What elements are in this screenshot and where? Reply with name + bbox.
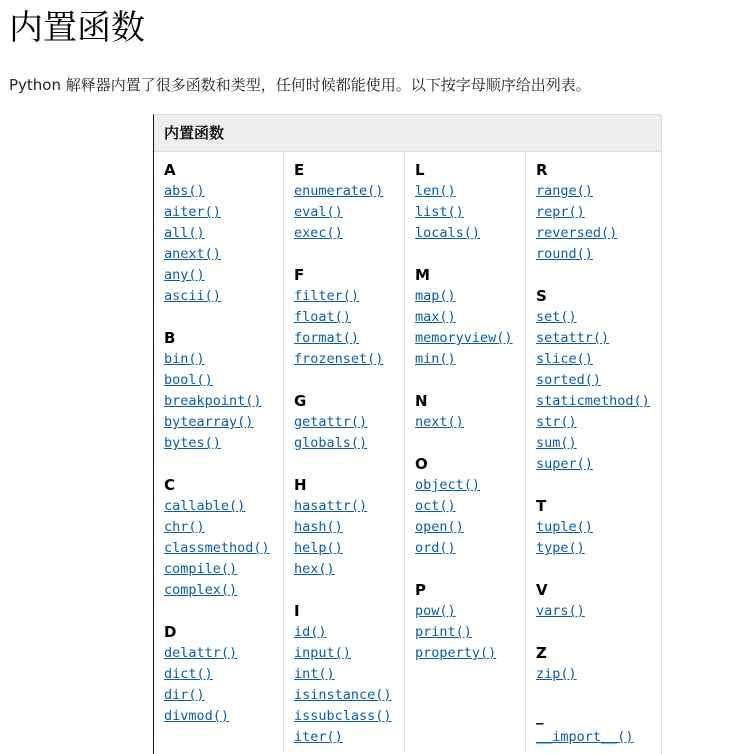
function-link[interactable]: set() bbox=[536, 309, 577, 325]
group-letter: M bbox=[415, 266, 430, 284]
column-3 bbox=[404, 152, 525, 752]
function-link[interactable]: delattr() bbox=[164, 645, 238, 661]
function-link[interactable]: float() bbox=[294, 309, 351, 325]
function-link[interactable]: range() bbox=[536, 183, 593, 199]
column-1 bbox=[154, 152, 283, 752]
function-link[interactable]: globals() bbox=[294, 435, 368, 451]
letter-group bbox=[536, 160, 662, 265]
function-link[interactable]: max() bbox=[415, 309, 456, 325]
builtin-functions-table bbox=[153, 114, 662, 754]
group-letter: N bbox=[415, 392, 428, 410]
function-link[interactable]: print() bbox=[415, 624, 472, 640]
function-link[interactable]: eval() bbox=[294, 204, 343, 220]
function-link[interactable]: enumerate() bbox=[294, 183, 384, 199]
group-letter: C bbox=[164, 476, 176, 494]
letter-group bbox=[164, 160, 283, 307]
function-link[interactable]: compile() bbox=[164, 561, 238, 577]
function-link[interactable]: hasattr() bbox=[294, 498, 368, 514]
group-letter: B bbox=[164, 329, 176, 347]
letter-group bbox=[415, 454, 525, 559]
letter-group bbox=[536, 580, 662, 622]
function-link[interactable]: memoryview() bbox=[415, 330, 513, 346]
group-letter: V bbox=[536, 581, 548, 599]
function-link[interactable]: list() bbox=[415, 204, 464, 220]
function-link[interactable]: aiter() bbox=[164, 204, 221, 220]
function-link[interactable]: issubclass() bbox=[294, 708, 392, 724]
letter-group bbox=[164, 622, 283, 727]
function-link[interactable]: vars() bbox=[536, 603, 585, 619]
letter-group bbox=[294, 265, 404, 370]
group-letter: A bbox=[164, 161, 176, 179]
group-letter: R bbox=[536, 161, 548, 179]
function-link[interactable]: staticmethod() bbox=[536, 393, 650, 409]
function-link[interactable]: hash() bbox=[294, 519, 343, 535]
function-link[interactable]: input() bbox=[294, 645, 351, 661]
table-header: 内置函数 bbox=[154, 115, 661, 152]
group-letter: G bbox=[294, 392, 307, 410]
letter-group bbox=[294, 160, 404, 244]
group-letter: Z bbox=[536, 644, 547, 662]
group-letter: S bbox=[536, 287, 547, 305]
function-link[interactable]: zip() bbox=[536, 666, 577, 682]
column-2 bbox=[283, 152, 404, 752]
function-link[interactable]: locals() bbox=[415, 225, 481, 241]
function-link[interactable]: abs() bbox=[164, 183, 205, 199]
function-link[interactable]: any() bbox=[164, 267, 205, 283]
group-letter: I bbox=[294, 602, 300, 620]
function-link[interactable]: object() bbox=[415, 477, 481, 493]
function-link[interactable]: pow() bbox=[415, 603, 456, 619]
function-link[interactable]: min() bbox=[415, 351, 456, 367]
function-link[interactable]: property() bbox=[415, 645, 497, 661]
function-link[interactable]: all() bbox=[164, 225, 205, 241]
function-link[interactable]: ascii() bbox=[164, 288, 221, 304]
function-link[interactable]: hex() bbox=[294, 561, 335, 577]
group-letter: H bbox=[294, 476, 307, 494]
group-letter: O bbox=[415, 455, 428, 473]
function-link[interactable]: reversed() bbox=[536, 225, 618, 241]
group-letter: F bbox=[294, 266, 305, 284]
function-link[interactable]: bin() bbox=[164, 351, 205, 367]
function-link[interactable]: classmethod() bbox=[164, 540, 270, 556]
letter-group bbox=[415, 160, 525, 244]
function-link[interactable]: type() bbox=[536, 540, 585, 556]
letter-group bbox=[415, 265, 525, 370]
function-link[interactable]: sorted() bbox=[536, 372, 602, 388]
function-link[interactable]: dir() bbox=[164, 687, 205, 703]
function-link[interactable]: __import__() bbox=[536, 729, 634, 745]
function-link[interactable]: bytes() bbox=[164, 435, 221, 451]
group-letter: T bbox=[536, 497, 547, 515]
letter-group bbox=[536, 643, 662, 685]
letter-group bbox=[164, 475, 283, 601]
function-link[interactable]: sum() bbox=[536, 435, 577, 451]
function-link[interactable]: next() bbox=[415, 414, 464, 430]
function-link[interactable]: bytearray() bbox=[164, 414, 254, 430]
function-link[interactable]: len() bbox=[415, 183, 456, 199]
function-link[interactable]: callable() bbox=[164, 498, 246, 514]
function-link[interactable]: bool() bbox=[164, 372, 213, 388]
function-link[interactable]: frozenset() bbox=[294, 351, 384, 367]
letter-group bbox=[415, 391, 525, 433]
function-link[interactable]: filter() bbox=[294, 288, 360, 304]
group-letter: D bbox=[164, 623, 177, 641]
letter-group bbox=[294, 601, 404, 748]
function-link[interactable]: repr() bbox=[536, 204, 585, 220]
function-link[interactable]: iter() bbox=[294, 729, 343, 745]
group-letter: P bbox=[415, 581, 426, 599]
function-link[interactable]: help() bbox=[294, 540, 343, 556]
function-link[interactable]: open() bbox=[415, 519, 464, 535]
function-link[interactable]: exec() bbox=[294, 225, 343, 241]
letter-group bbox=[536, 496, 662, 559]
group-letter: L bbox=[415, 161, 425, 179]
letter-group bbox=[415, 580, 525, 664]
function-link[interactable]: isinstance() bbox=[294, 687, 392, 703]
function-link[interactable]: setattr() bbox=[536, 330, 610, 346]
function-link[interactable]: divmod() bbox=[164, 708, 230, 724]
columns-container bbox=[154, 152, 661, 752]
group-letter: E bbox=[294, 161, 305, 179]
function-link[interactable]: map() bbox=[415, 288, 456, 304]
function-link[interactable]: super() bbox=[536, 456, 593, 472]
column-4 bbox=[525, 152, 662, 752]
letter-group bbox=[536, 286, 662, 475]
letter-group bbox=[294, 475, 404, 580]
function-link[interactable]: complex() bbox=[164, 582, 238, 598]
function-link[interactable]: chr() bbox=[164, 519, 205, 535]
function-link[interactable]: slice() bbox=[536, 351, 593, 367]
intro-text: Python 解释器内置了很多函数和类型，任何时候都能使用。以下按字母顺序给出列表。 bbox=[9, 76, 591, 94]
function-link[interactable]: format() bbox=[294, 330, 360, 346]
function-link[interactable]: oct() bbox=[415, 498, 456, 514]
function-link[interactable]: getattr() bbox=[294, 414, 368, 430]
function-link[interactable]: ord() bbox=[415, 540, 456, 556]
group-letter: _ bbox=[536, 707, 544, 725]
function-link[interactable]: str() bbox=[536, 414, 577, 430]
letter-group bbox=[536, 706, 662, 748]
function-link[interactable]: tuple() bbox=[536, 519, 593, 535]
function-link[interactable]: int() bbox=[294, 666, 335, 682]
function-link[interactable]: dict() bbox=[164, 666, 213, 682]
function-link[interactable]: round() bbox=[536, 246, 593, 262]
letter-group bbox=[164, 328, 283, 454]
page-title: 内置函数 bbox=[9, 8, 145, 48]
function-link[interactable]: anext() bbox=[164, 246, 221, 262]
function-link[interactable]: id() bbox=[294, 624, 327, 640]
letter-group bbox=[294, 391, 404, 454]
function-link[interactable]: breakpoint() bbox=[164, 393, 262, 409]
